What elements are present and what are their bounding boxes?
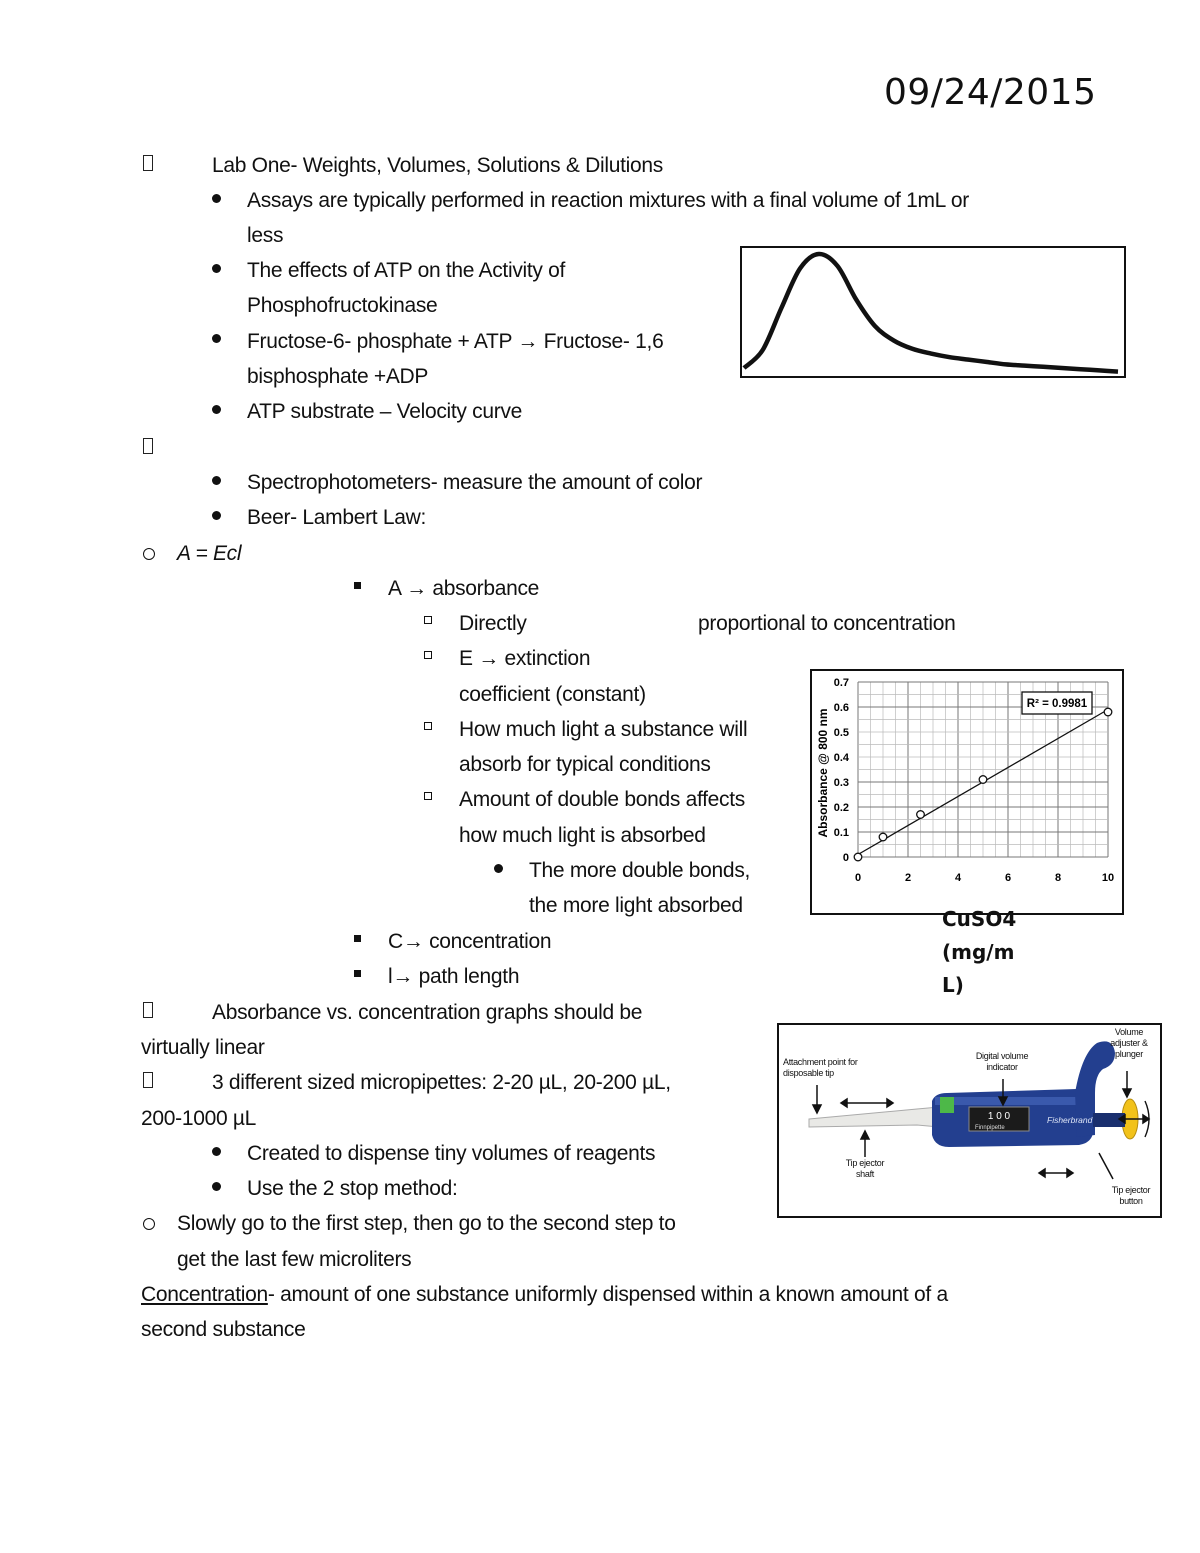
bullet-dot-icon xyxy=(212,1182,221,1191)
label-volume-adjuster: Volume adjuster & plunger xyxy=(1110,1027,1148,1059)
label-attachment-point: Attachment point for disposable tip xyxy=(783,1057,858,1078)
velocity-curve-chart xyxy=(740,246,1126,378)
formula: A = Ecl xyxy=(177,542,242,565)
y-tick-label: 0 xyxy=(842,852,849,864)
label-tip-ejector-button: Tip ejector button xyxy=(1111,1185,1151,1206)
sub-brand-label: Finnpipette xyxy=(975,1125,1005,1131)
bullet-square-icon xyxy=(354,935,361,942)
bullet-text: how much light is absorbed xyxy=(459,824,706,847)
bullet-text: Amount of double bonds affects xyxy=(459,788,745,811)
section-text: Absorbance vs. concentration graphs should be xyxy=(212,1001,643,1024)
definition-term: Concentration xyxy=(141,1283,268,1306)
bullet-dot-icon xyxy=(212,264,221,273)
bullet-text: Created to dispense tiny volumes of reagents xyxy=(247,1142,656,1165)
bullet-open-square-icon xyxy=(424,792,432,800)
y-tick-label: 0.3 xyxy=(833,777,849,789)
section-heading: Lab One- Weights, Volumes, Solutions & Dilutions xyxy=(212,154,663,177)
bullet-text: How much light a substance will xyxy=(459,718,748,741)
bullet-text: The more double bonds, xyxy=(529,859,751,882)
bullet-dot-icon xyxy=(212,476,221,485)
bullet-text: Directly xyxy=(459,612,527,635)
data-point xyxy=(1104,708,1112,716)
bullet-text: l→ path length xyxy=(388,965,520,988)
bullet-open-square-icon xyxy=(424,722,432,730)
bullet-text: Phosphofructokinase xyxy=(247,294,438,317)
y-tick-label: 0.2 xyxy=(833,802,849,814)
label-digital-volume-indicator: Digital volume indicator xyxy=(975,1051,1029,1072)
bullet-text: Use the 2 stop method: xyxy=(247,1177,458,1200)
bullet-circle-icon xyxy=(143,1218,155,1230)
definition xyxy=(141,1282,948,1308)
bullet-text: E → extinction xyxy=(459,647,591,670)
x-tick-label: 8 xyxy=(1054,872,1062,884)
bullet-dot-icon xyxy=(212,511,221,520)
bullet-text: The effects of ATP on the Activity of xyxy=(247,259,566,282)
r-squared-annotation: R² = 0.9981 xyxy=(1026,698,1088,710)
bullet-text: bisphosphate +ADP xyxy=(247,365,429,388)
bullet-square-icon xyxy=(354,582,361,589)
data-point xyxy=(979,776,987,784)
bullet-dot-icon xyxy=(494,864,503,873)
bullet-dot-icon xyxy=(212,1147,221,1156)
x-tick-label: 6 xyxy=(1004,872,1012,884)
absorbance-chart xyxy=(810,669,1124,915)
y-axis-label: Absorbance @ 800 nm xyxy=(816,708,830,838)
data-point xyxy=(879,833,887,841)
bullet-text: ATP substrate – Velocity curve xyxy=(247,400,523,423)
display-value: 1 0 0 xyxy=(987,1111,1011,1122)
bullet-dot-icon xyxy=(212,194,221,203)
y-tick-label: 0.5 xyxy=(833,727,849,739)
section-text: 3 different sized micropipettes: 2-20 µL, 20-200 µL, xyxy=(212,1071,671,1094)
section-text: virtually linear xyxy=(141,1036,265,1059)
bullet-dot-icon xyxy=(212,334,221,343)
bullet-text: A → absorbance xyxy=(388,577,540,600)
data-point xyxy=(917,811,925,819)
definition-text: second substance xyxy=(141,1318,306,1341)
bullet-open-square-icon xyxy=(424,651,432,659)
bullet-circle-icon xyxy=(143,548,155,560)
x-tick-label: 0 xyxy=(854,872,862,884)
bullet-text: absorb for typical conditions xyxy=(459,753,711,776)
bullet-dot-icon xyxy=(212,405,221,414)
bullet-square-icon xyxy=(354,970,361,977)
y-tick-label: 0.1 xyxy=(833,827,849,839)
ejector-button xyxy=(940,1097,954,1113)
y-tick-label: 0.7 xyxy=(833,677,849,689)
bullet-box-icon xyxy=(143,1072,153,1088)
bullet-text: less xyxy=(247,224,284,247)
micropipette-diagram xyxy=(777,1023,1162,1218)
bullet-text: Beer- Lambert Law: xyxy=(247,506,427,529)
page-date: 09/24/2015 xyxy=(884,72,1097,113)
bullet-text: Fructose-6- phosphate + ATP → Fructose- 1,6 xyxy=(247,330,664,353)
y-tick-label: 0.4 xyxy=(833,752,849,764)
bullet-text: get the last few microliters xyxy=(177,1248,412,1271)
y-tick-label: 0.6 xyxy=(833,702,849,714)
bullet-text: Spectrophotometers- measure the amount of color xyxy=(247,471,703,494)
bullet-box-icon xyxy=(143,1002,153,1018)
x-axis-label: CuSO4 (mg/mL) xyxy=(942,907,1017,997)
section-text: 200-1000 µL xyxy=(141,1107,257,1130)
x-tick-label: 4 xyxy=(954,872,962,884)
label-tip-ejector-shaft: Tip ejector shaft xyxy=(845,1158,885,1179)
definition-text: - amount of one substance uniformly dispensed within a known amount of a xyxy=(267,1283,948,1306)
bullet-text: Assays are typically performed in reaction mixtures with a final volume of 1mL or xyxy=(247,189,969,212)
bullet-text: coefficient (constant) xyxy=(459,683,646,706)
brand-label: Fisherbrand xyxy=(1047,1115,1093,1125)
bullet-box-icon xyxy=(143,155,153,171)
data-point xyxy=(854,853,862,861)
bullet-text: C→ concentration xyxy=(388,930,552,953)
bullet-text: the more light absorbed xyxy=(529,894,743,917)
bullet-box-icon xyxy=(143,438,153,454)
bullet-text: Slowly go to the first step, then go to the second step to xyxy=(177,1212,676,1235)
x-tick-label: 10 xyxy=(1101,872,1115,884)
bullet-text: proportional to concentration xyxy=(698,612,956,635)
x-tick-label: 2 xyxy=(904,872,912,884)
bullet-open-square-icon xyxy=(424,616,432,624)
